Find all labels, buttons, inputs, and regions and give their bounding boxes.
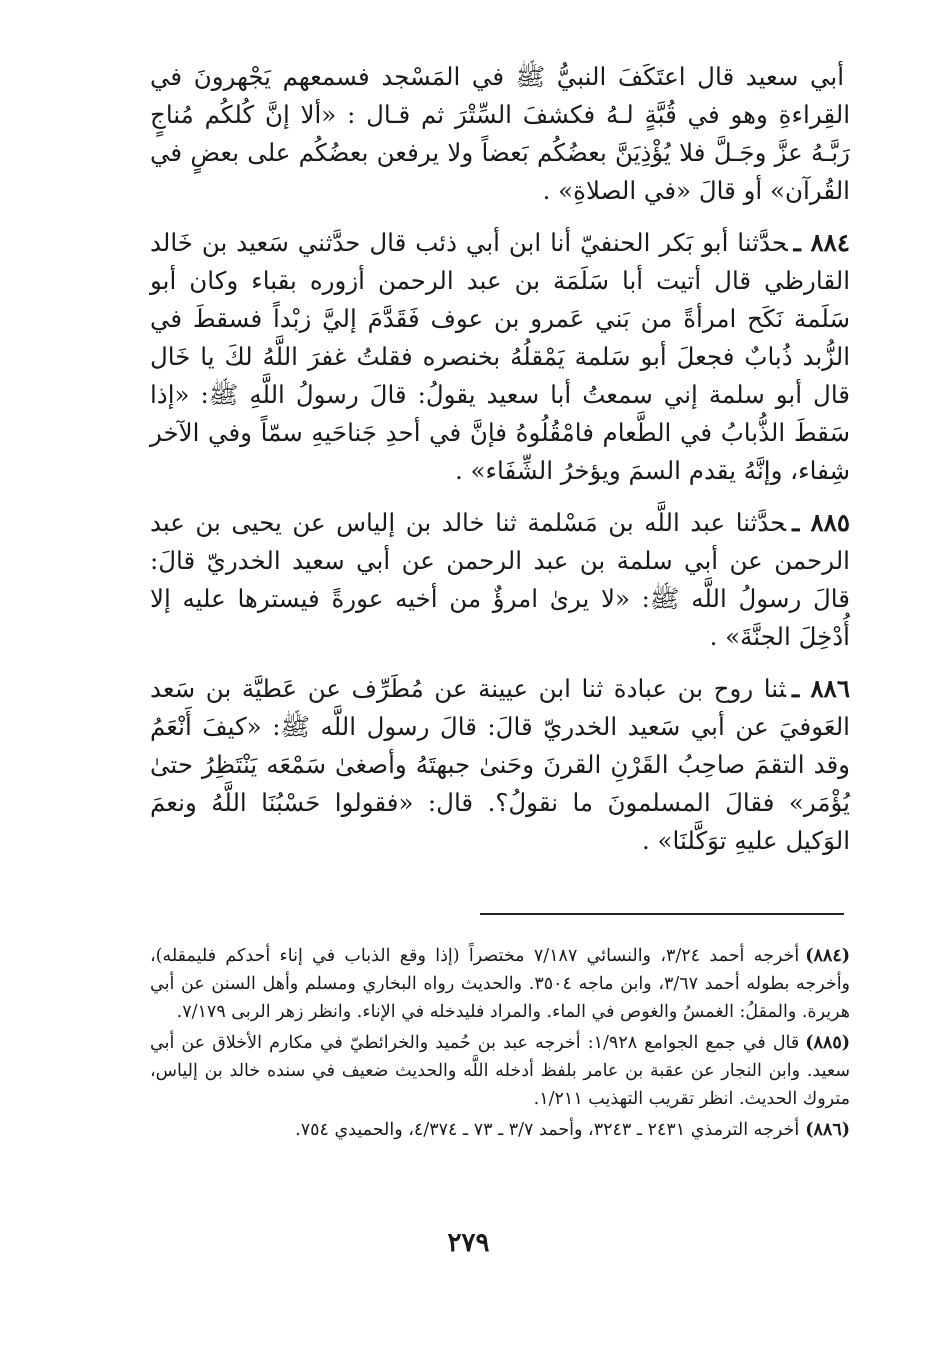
hadith-number: ٨٨٦ ـ <box>792 674 850 703</box>
main-text <box>150 58 850 860</box>
hadith-number: ٨٨٤ ـ <box>793 228 850 257</box>
hadith-paragraph-886 <box>150 670 850 860</box>
footnote-text: أخرجه الترمذي ٢٤٣١ ـ ٣٢٤٣، وأحمد ٣/٧ ـ ٧٣ ـ ٤/٣٧٤، والحميدي ٧٥٤. <box>295 1120 800 1140</box>
footnote-number: (٨٨٥) <box>805 1033 851 1053</box>
footnote-885 <box>150 1029 850 1113</box>
hadith-text: حدَّثنا عبد اللَّه بن مَسْلمة ثنا خالد بن إلياس عن يحيى بن عبد الرحمن عن أبي سلمة بن عبد الرحمن عن أبي سعيد الخدريّ قالَ: قالَ رسولُ اللَّه ﷺ: «لا يرىٰ امرؤٌ من أخيه عورةً فيسترها عليه إلا أُدْخِلَ الجنَّةَ» . <box>150 508 850 651</box>
hadith-paragraph-continuation <box>150 58 850 210</box>
footnote-divider <box>480 913 844 915</box>
page-number: ٢٧٩ <box>447 1228 490 1258</box>
footnote-text: أخرجه أحمد ٣/٢٤، والنسائي ٧/١٨٧ مختصراً (إذا وقع الذباب في إناء أحدكم فليمقله)، وأخرجه بطوله أحمد ٣/٦٧، وابن ماجه ٣٥٠٤. والحديث رواه البخاري ومسلم وأهل السنن عن أبي هريرة. والمقلُ: الغمسُ والغوص في الماء. والمراد فليدخله في الإناء. وانظر زهر الربى ٧/١٧٩. <box>150 946 851 1022</box>
hadith-text: أبي سعيد قال اعتَكَفَ النبيُّ ﷺ في المَسْجد فسمعهم يَجْهرونَ في القِراءةِ وهو في قُبَّةٍ لـهُ فكشفَ السِّتْرَ ثم قـال : «ألا إنَّ كُلكُم مُناجٍ رَبَّـهُ عزَّ وجَـلَّ فلا يُؤْذِيَنَّ بعضُكُم بَعضاً ولا يرفعن بعضُكُم على بعضٍ في القُرآن» أو قالَ «في الصلاةِ» . <box>150 62 850 205</box>
footnote-number: (٨٨٤) <box>805 946 850 966</box>
hadith-paragraph-885 <box>150 504 850 656</box>
hadith-paragraph-884 <box>150 224 850 490</box>
hadith-text: حدَّثنا أبو بَكر الحنفيّ أنا ابن أبي ذئب قال حدَّثني سَعيد بن خَالد القارظي قال أتيت أبا سَلَمَة بن عبد الرحمن أزوره بقباء وكان أبو سَلَمة نَكَح امرأةً من بَني عَمرو بن عوف فَقَدَّمَ إليَّ زبْداً فسقطَ في الزُّبد ذُبابٌ فجعلَ أبو سَلمة يَمْقلُهُ بخنصره فقلتُ غفرَ اللَّهُ لكَ يا خَال قال أبو سلمة إني سمعتُ أبا سعيد يقولُ: قالَ رسولُ اللَّهِ ﷺ: «إذا سَقطَ الذُّبابُ في الطَّعام فامْقُلُوهُ فإنَّ في أحدِ جَناحَيهِ سمّاً وفي الآخر شِفاء، وإنَّهُ يقدم السمَ ويؤخرُ الشِّفَاء» . <box>150 228 850 485</box>
footnote-886 <box>150 1116 850 1144</box>
hadith-number: ٨٨٥ ـ <box>792 508 850 537</box>
footnote-884 <box>150 942 850 1026</box>
footnote-number: (٨٨٦) <box>805 1120 850 1140</box>
hadith-text: ثنا روح بن عبادة ثنا ابن عيينة عن مُطَرِّف عن عَطيَّة بن سَعد العَوفيَ عن أبي سَعيد الخدريّ قالَ: قالَ رسول اللَّه ﷺ: «كيفَ أَنْعَمُ وقد التقمَ صاحِبُ القَرْنِ القرنَ وحَنىٰ جبهتَهُ وأصغىٰ سَمْعَه يَنْتَظِرُ حتىٰ يُؤْمَر» فقالَ المسلمونَ ما نقولُ؟. قال: «فقولوا حَسْبُنَا اللَّهُ ونعمَ الوَكيل عليهِ توَكَّلنَا» . <box>150 674 850 855</box>
footnote-text: قال في جمع الجوامع ١/٩٢٨: أخرجه عبد بن حُميد والخرائطيّ في مكارم الأخلاق عن أبي سعيد. وابن النجار عن عقبة بن عامر بلفظ أدخله اللَّه والحديث ضعيف في سنده خالد بن إلياس، متروك الحديث. انظر تقريب التهذيب ١/٢١١. <box>150 1033 850 1109</box>
footnotes-section <box>150 942 850 1147</box>
